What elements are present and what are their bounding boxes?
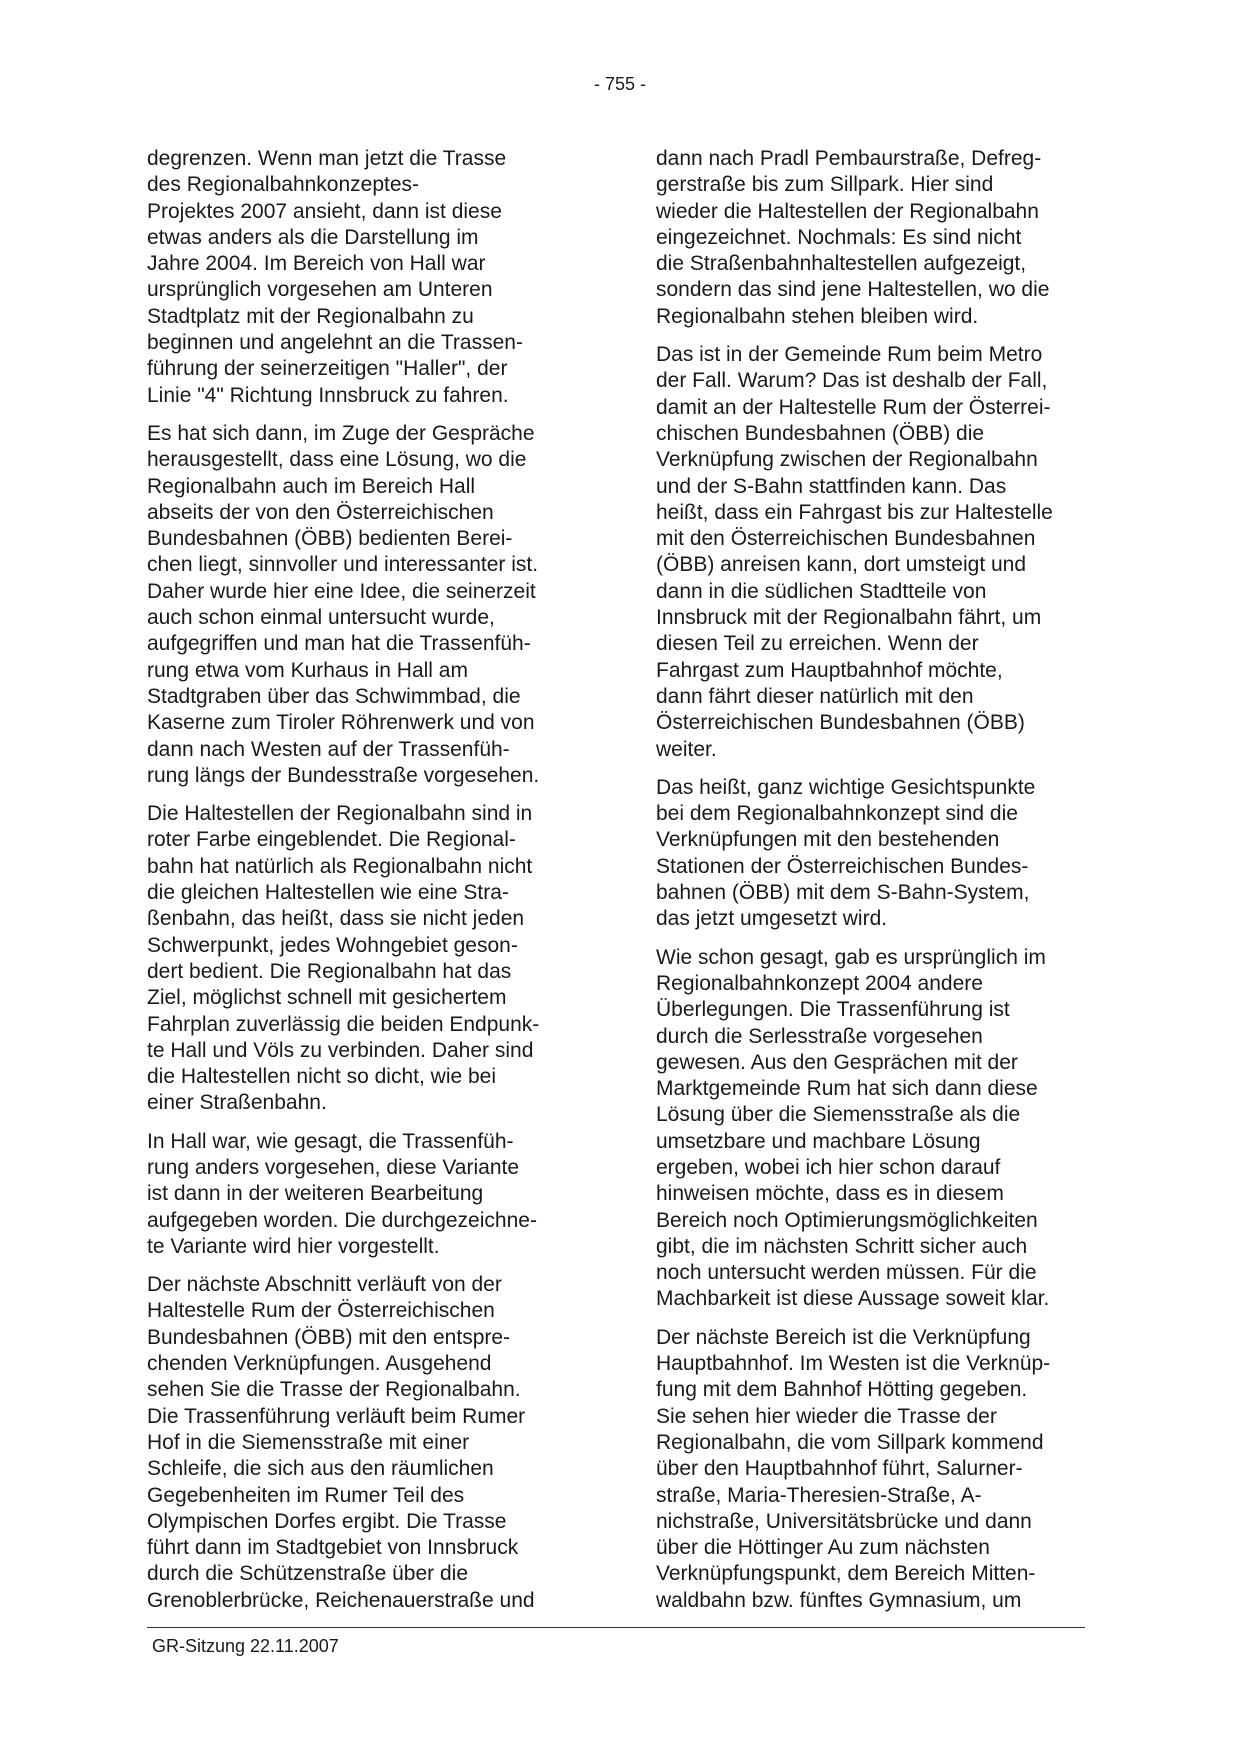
right-column xyxy=(656,146,1086,1626)
paragraph: Das ist in der Gemeinde Rum beim Metro der Fall. Warum? Das ist deshalb der Fall, damit an der Haltestelle Rum der Österrei- chischen Bundesbahnen (ÖBB) die Verknüpfung zwischen der Regionalbahn und der S-Bahn stattfinden kann. Das heißt, dass ein Fahrgast bis zur Haltestelle mit den Österreichischen Bundesbahnen (ÖBB) anreisen kann, dort umsteigt und dann in die südlichen Stadtteile von Innsbruck mit der Regionalbahn fährt, um diesen Teil zu erreichen. Wenn der Fahrgast zum Hauptbahnhof möchte, dann fährt dieser natürlich mit den Österreichischen Bundesbahnen (ÖBB) weiter. xyxy=(656,343,1053,761)
paragraph: In Hall war, wie gesagt, die Trassenfüh- rung anders vorgesehen, diese Variante ist dann in der weiteren Bearbeitung aufgegeben worden. Die durchgezeichne- te Variante wird hier vorgestellt. xyxy=(147,1129,537,1258)
paragraph: Der nächste Abschnitt verläuft von der Haltestelle Rum der Österreichischen Bundesbahnen (ÖBB) mit den entspre- chenden Verknüpfungen. Ausgehend sehen Sie die Trasse der Regionalbahn. Die Trassenführung verläuft beim Rumer Hof in die Siemensstraße mit einer Schleife, die sich aus den räumlichen Gegebenheiten im Rumer Teil des Olympischen Dorfes ergibt. Die Trasse führt dann im Stadtgebiet von Innsbruck durch die Schützenstraße über die Grenoblerbrücke, Reichenauerstraße und xyxy=(147,1273,535,1612)
footer-divider xyxy=(147,1627,1085,1628)
paragraph: Das heißt, ganz wichtige Gesichtspunkte bei dem Regionalbahnkonzept sind die Verknüpfungen mit den bestehenden Stationen der Österreichischen Bundes- bahnen (ÖBB) mit dem S-Bahn-System, das jetzt umgesetzt wird. xyxy=(656,775,1036,931)
page-number: - 755 - xyxy=(593,74,647,94)
paragraph: degrenzen. Wenn man jetzt die Trasse des Regionalbahnkonzeptes- Projektes 2007 ansieht, dann ist diese etwas anders als die Darstellung im Jahre 2004. Im Bereich von Hall war ursprünglich vorgesehen am Unteren Stadtplatz mit der Regionalbahn zu beginnen und angelehnt an die Trassen- führung der seinerzeitigen "Haller", der Linie "4" Richtung Innsbruck zu fahren. xyxy=(147,147,523,407)
paragraph: Die Haltestellen der Regionalbahn sind in roter Farbe eingeblendet. Die Regional- bahn hat natürlich als Regionalbahn nicht die gleichen Haltestellen wie eine Stra- ßenbahn, das heißt, dass sie nicht jeden Schwerpunkt, jedes Wohngebiet geson- dert bedient. Die Regionalbahn hat das Ziel, möglichst schnell mit gesichertem Fahrplan zuverlässig die beiden Endpunk- te Hall und Völs zu verbinden. Daher sind die Haltestellen nicht so dicht, wie bei einer Straßenbahn. xyxy=(147,802,540,1115)
paragraph: Der nächste Bereich ist die Verknüpfung Hauptbahnhof. Im Westen ist die Verknüp- fung mit dem Bahnhof Hötting gegeben. Sie sehen hier wieder die Trasse der Regionalbahn, die vom Sillpark kommend über den Hauptbahnhof führt, Salurner- straße, Maria-Theresien-Straße, A- nichstraße, Universitätsbrücke und dann über die Höttinger Au zum nächsten Verknüpfungspunkt, dem Bereich Mitten- waldbahn bzw. fünftes Gymnasium, um xyxy=(656,1325,1051,1612)
footer-session-date: GR-Sitzung 22.11.2007 xyxy=(152,1636,339,1656)
paragraph: Wie schon gesagt, gab es ursprünglich im Regionalbahnkonzept 2004 andere Überlegungen. Die Trassenführung ist durch die Serlesstraße vorgesehen gewesen. Aus den Gesprächen mit der Marktgemeinde Rum hat sich dann diese Lösung über die Siemensstraße als die umsetzbare und machbare Lösung ergeben, wobei ich hier schon darauf hinweisen möchte, dass es in diesem Bereich noch Optimierungsmöglichkeiten gibt, die im nächsten Schritt sicher auch noch untersucht werden müssen. Für die Machbarkeit ist diese Aussage soweit klar. xyxy=(656,945,1050,1311)
left-column xyxy=(147,146,577,1626)
paragraph: Es hat sich dann, im Zuge der Gespräche herausgestellt, dass eine Lösung, wo die Regionalbahn auch im Bereich Hall abseits der von den Österreichischen Bundesbahnen (ÖBB) bedienten Berei- chen liegt, sinnvoller und interessanter ist. Daher wurde hier eine Idee, die seinerzeit auch schon einmal untersucht wurde, aufgegriffen und man hat die Trassenfüh- rung etwa vom Kurhaus in Hall am Stadtgraben über das Schwimmbad, die Kaserne zum Tiroler Röhrenwerk und von dann nach Westen auf der Trassenfüh- rung längs der Bundesstraße vorgesehen. xyxy=(147,421,540,787)
paragraph: dann nach Pradl Pembaurstraße, Defreg- gerstraße bis zum Sillpark. Hier sind wieder die Haltestellen der Regionalbahn eingezeichnet. Nochmals: Es sind nicht die Straßenbahnhaltestellen aufgezeigt, sondern das sind jene Haltestellen, wo die Regionalbahn stehen bleiben wird. xyxy=(656,147,1050,328)
